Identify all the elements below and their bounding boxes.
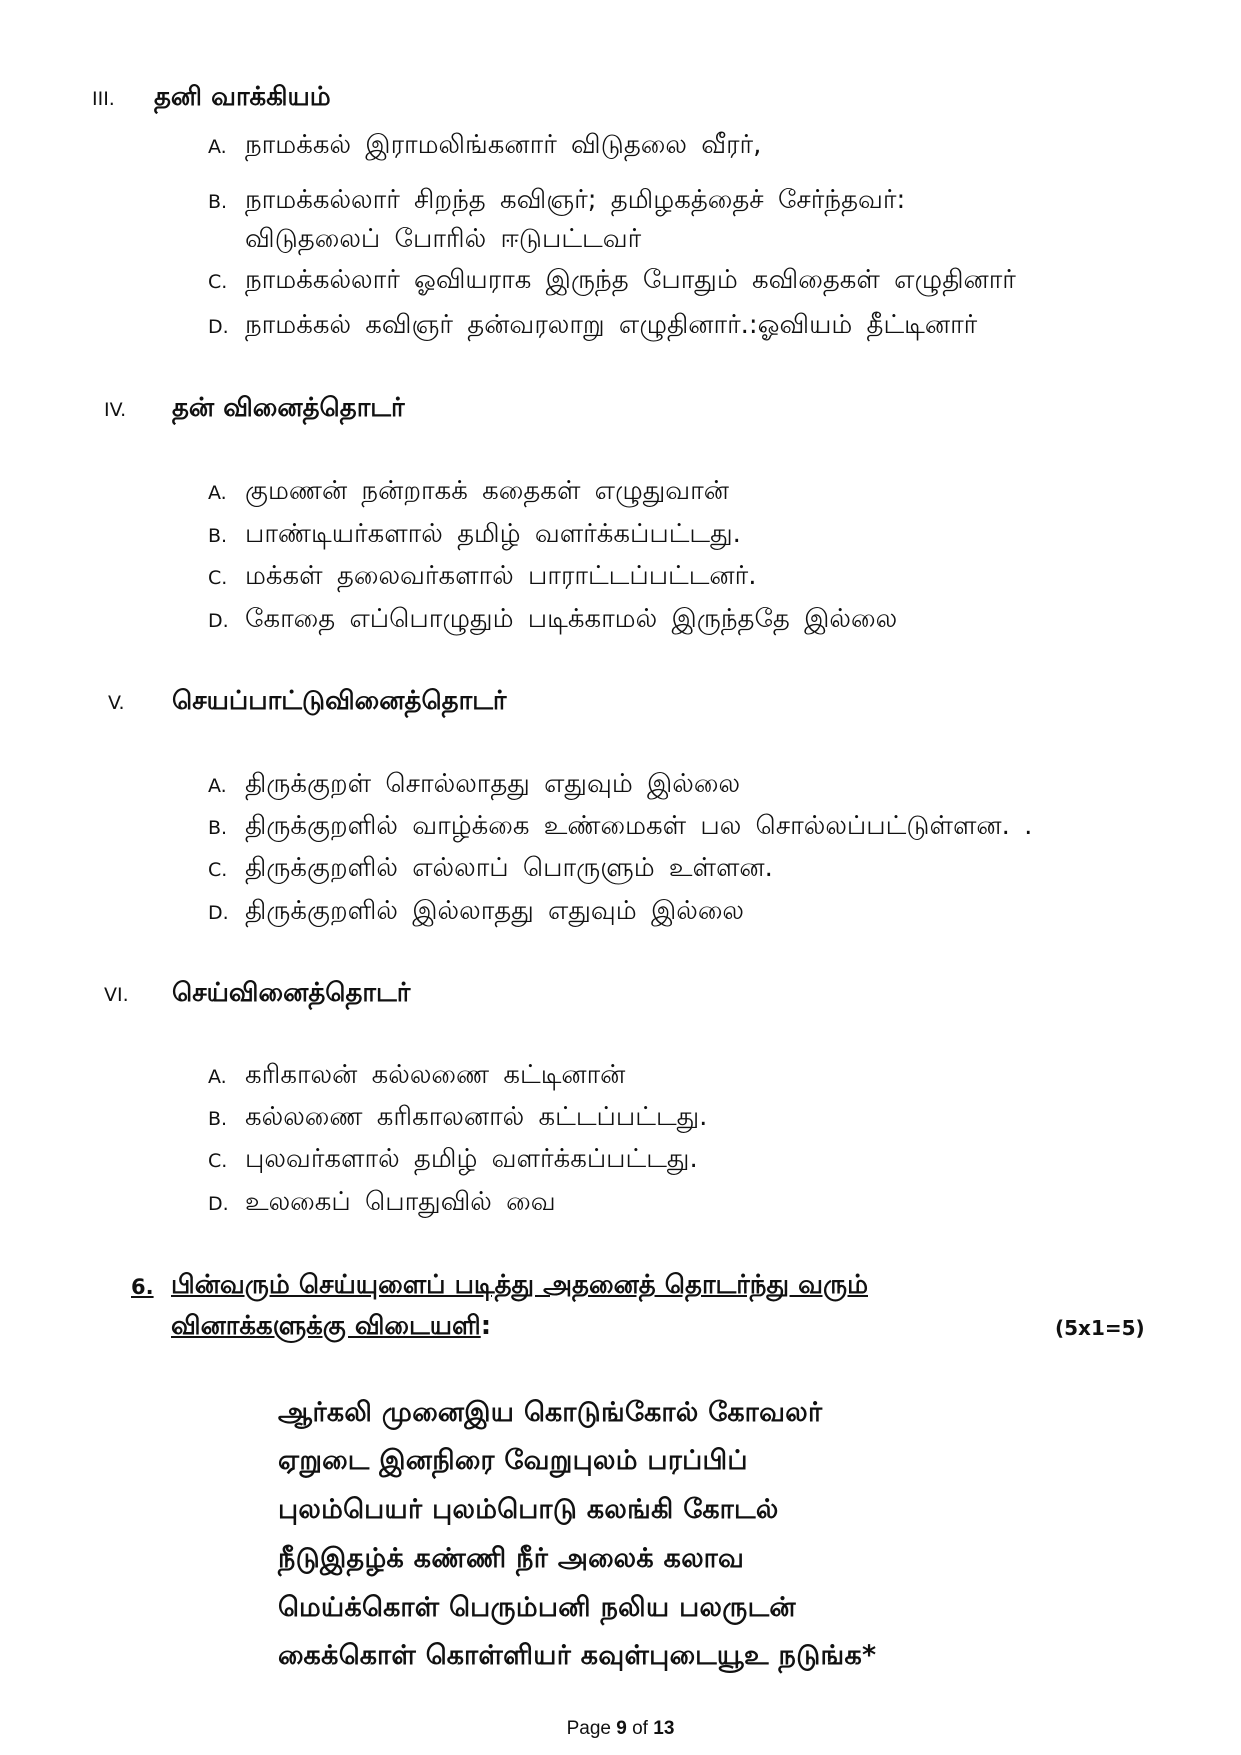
section-title: தன் வினைத்தொடர்: [172, 393, 405, 423]
poem-line: ஆர்கலி முனைஇய கொடுங்கோல் கோவலர்: [278, 1397, 823, 1428]
option-continuation: விடுதலைப் போரில் ஈடுபட்டவர்: [245, 224, 642, 254]
option-text: கரிகாலன் கல்லணை கட்டினான்: [245, 1060, 626, 1090]
option-label: B.: [208, 191, 228, 213]
option-label: C.: [208, 859, 228, 881]
option-a: [208, 476, 729, 509]
option-text: உலகைப் பொதுவில் வை: [245, 1187, 556, 1217]
poem-line: புலம்பெயர் புலம்பொடு கலங்கி கோடல்: [278, 1494, 779, 1525]
poem-line: ஏறுடை இனநிரை வேறுபுலம் பரப்பிப்: [278, 1445, 748, 1476]
option-b: [208, 185, 905, 218]
option-text: நாமக்கல்லார் ஓவியராக இருந்த போதும் கவிதைகள் எழுதினார்: [245, 265, 1016, 295]
poem-line: மெய்க்கொள் பெரும்பனி நலிய பலருடன்: [278, 1592, 796, 1623]
option-text: குமணன் நன்றாகக் கதைகள் எழுதுவான்: [245, 476, 729, 506]
option-label: B.: [208, 525, 228, 547]
section-v-heading: [108, 686, 506, 719]
option-label: C.: [208, 567, 228, 589]
page-footer: [0, 1718, 1241, 1740]
section-numeral: V.: [108, 692, 125, 714]
section-numeral: VI.: [104, 984, 129, 1006]
poem-line: கைக்கொள் கொள்ளியர் கவுள்புடையூஉ நடுங்க*: [278, 1640, 877, 1671]
option-c: [208, 265, 1016, 298]
option-text: நாமக்கல் கவிஞர் தன்வரலாறு எழுதினார்.:ஓவியம் தீட்டினார்: [245, 310, 978, 340]
option-c: [208, 853, 773, 886]
option-text: கோதை எப்பொழுதும் படிக்காமல் இருந்ததே இல்லை: [245, 604, 898, 634]
section-iv-heading: [104, 393, 405, 426]
option-label: D.: [208, 902, 229, 924]
option-text: திருக்குறளில் எல்லாப் பொருளும் உள்ளன.: [245, 853, 773, 883]
question-text-line-1: பின்வரும் செய்யுளைப் படித்து அதனைத் தொடர்ந்து வரும்: [171, 1270, 868, 1300]
option-d: [208, 1187, 556, 1220]
question-text-line-2-suffix: :: [480, 1311, 492, 1341]
question-number: 6.: [131, 1275, 154, 1299]
page-current: 9: [616, 1718, 627, 1739]
option-b: [208, 519, 741, 552]
option-label: A.: [208, 1066, 227, 1088]
section-title: தனி வாக்கியம்: [154, 82, 331, 112]
option-text: கல்லணை கரிகாலனால் கட்டப்பட்டது.: [245, 1102, 708, 1132]
section-numeral: IV.: [104, 399, 127, 421]
section-numeral: III.: [92, 88, 115, 110]
poem-line: நீடுஇதழ்க் கண்ணி நீர் அலைக் கலாவ: [278, 1543, 745, 1574]
page-total: 13: [653, 1718, 675, 1739]
option-b: [208, 1102, 707, 1135]
option-a: [208, 1060, 625, 1093]
option-label: C.: [208, 1150, 228, 1172]
option-text: நாமக்கல்லார் சிறந்த கவிஞர்; தமிழகத்தைச் சேர்ந்தவர்:: [245, 185, 906, 215]
marks-label: (5x1=5): [1055, 1316, 1145, 1340]
option-a: [208, 130, 761, 163]
section-title: செய்வினைத்தொடர்: [172, 978, 411, 1008]
option-label: A.: [208, 136, 227, 158]
option-label: C.: [208, 271, 228, 293]
section-vi-heading: [104, 978, 410, 1011]
section-title: செயப்பாட்டுவினைத்தொடர்: [172, 686, 507, 716]
page-word: Page: [566, 1718, 611, 1739]
option-label: A.: [208, 775, 227, 797]
option-d: [208, 896, 744, 929]
option-label: B.: [208, 817, 228, 839]
option-label: D.: [208, 1193, 229, 1215]
option-label: A.: [208, 482, 227, 504]
option-d: [208, 310, 977, 343]
option-text: மக்கள் தலைவர்களால் பாராட்டப்பட்டனர்.: [245, 561, 757, 591]
option-text: திருக்குறளில் வாழ்க்கை உண்மைகள் பல சொல்லப்பட்டுள்ளன. .: [245, 811, 1033, 841]
option-c: [208, 1144, 698, 1177]
option-text: திருக்குறள் சொல்லாதது எதுவும் இல்லை: [245, 769, 741, 799]
option-c: [208, 561, 757, 594]
option-text: நாமக்கல் இராமலிங்கனார் விடுதலை வீரர்,: [245, 130, 762, 160]
section-iii-heading: [92, 82, 331, 115]
option-text: பாண்டியர்களால் தமிழ் வளர்க்கப்பட்டது.: [245, 519, 741, 549]
option-text: புலவர்களால் தமிழ் வளர்க்கப்பட்டது.: [245, 1144, 698, 1174]
option-b: [208, 811, 1032, 844]
option-label: B.: [208, 1108, 228, 1130]
of-word: of: [632, 1718, 648, 1739]
question-text-line-2-main: வினாக்களுக்கு விடையளி: [171, 1311, 481, 1341]
option-label: D.: [208, 316, 229, 338]
question-text-line-2: [171, 1311, 491, 1344]
option-a: [208, 769, 740, 802]
option-d: [208, 604, 897, 637]
option-label: D.: [208, 610, 229, 632]
option-text: திருக்குறளில் இல்லாதது எதுவும் இல்லை: [245, 896, 745, 926]
